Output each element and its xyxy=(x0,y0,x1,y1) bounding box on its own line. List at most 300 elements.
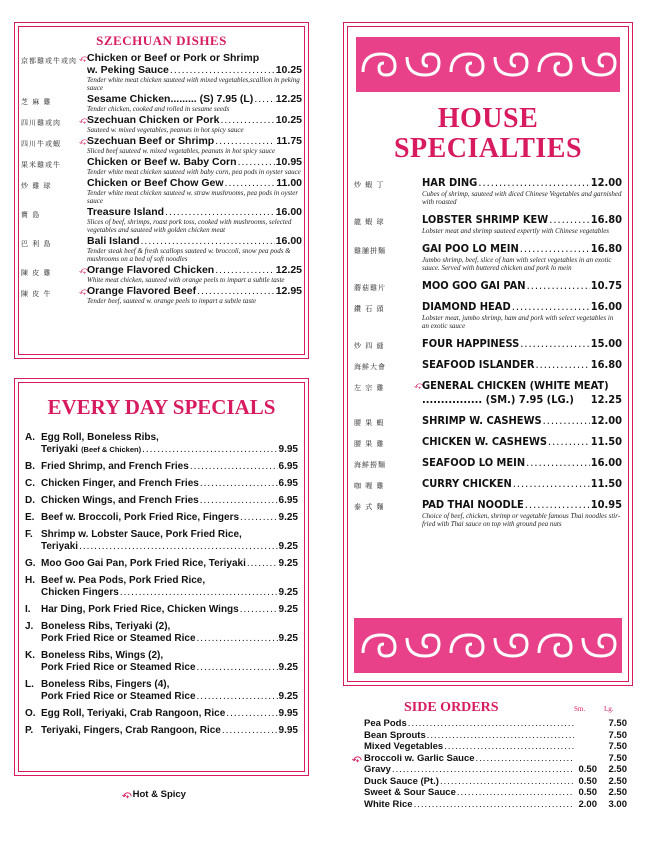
special-letter: O. xyxy=(25,708,36,719)
menu-item xyxy=(354,379,622,407)
chili-pepper-icon: ⤽ xyxy=(352,752,362,763)
special-price: 9.25 xyxy=(278,662,298,673)
menu-item-description: Choice of beef, chicken, shrimp or vegetable famous Thai noodles stir-fried with Thai sauce on top with ground pea nuts xyxy=(422,512,621,528)
special-line xyxy=(41,558,298,570)
dot-leader xyxy=(512,300,590,314)
dot-leader xyxy=(527,279,590,293)
special-body xyxy=(41,512,298,524)
side-orders-header xyxy=(352,700,627,718)
special-name: Chicken Fingers xyxy=(41,587,119,598)
side-order-small-price: 0.50 xyxy=(578,787,597,798)
special-line xyxy=(41,529,298,541)
dot-leader xyxy=(440,776,574,788)
menu-item-description: Tender steak beef & fresh scallops sauteed w. broccoli, snow pea pods & mushrooms on a bed of soft noodles xyxy=(87,247,291,263)
menu-item-body xyxy=(87,114,302,134)
chinese-name: 四川牛或蝦 xyxy=(21,140,61,148)
dot-leader xyxy=(444,741,574,753)
special-note: (Beef & Chicken) xyxy=(81,445,142,454)
menu-item-body xyxy=(87,52,302,92)
chili-pepper-icon: ⤽ xyxy=(79,115,89,125)
dot-leader xyxy=(197,662,278,674)
chinese-name: 腰 果 蝦 xyxy=(354,419,385,427)
special-body xyxy=(41,432,298,456)
special-name: Boneless Ribs, Wings (2), xyxy=(41,650,164,661)
menu-item-body xyxy=(422,435,622,449)
side-order-small-price: 0.50 xyxy=(578,764,597,775)
dot-leader xyxy=(549,213,590,227)
menu-item-line xyxy=(422,456,622,470)
chinese-name: 芝 麻 雞 xyxy=(21,98,52,106)
special-price: 9.95 xyxy=(278,708,298,719)
special-letter: H. xyxy=(25,575,35,586)
menu-item-line xyxy=(422,176,622,190)
special-name: Shrimp w. Lobster Sauce, Pork Fried Rice, xyxy=(41,529,242,540)
special-item xyxy=(25,495,298,507)
house-title-line1: HOUSE xyxy=(437,103,539,134)
menu-item-line xyxy=(87,264,302,276)
special-item xyxy=(25,558,298,570)
side-order-large-price: 2.50 xyxy=(608,787,627,798)
menu-item-line xyxy=(87,285,302,297)
spacer xyxy=(414,300,422,301)
decorative-scroll-bottom xyxy=(354,618,622,673)
special-letter: F. xyxy=(25,529,33,540)
menu-item-price: 11.50 xyxy=(590,435,622,448)
dot-leader xyxy=(240,512,278,524)
special-item xyxy=(25,461,298,473)
chinese-name: 海鮮撈麵 xyxy=(354,461,386,469)
menu-item xyxy=(354,176,622,206)
side-order-large-price: 7.50 xyxy=(608,729,627,741)
special-body xyxy=(41,478,298,490)
menu-item-name: SEAFOOD LO MEIN xyxy=(422,456,526,469)
special-line xyxy=(41,512,298,524)
menu-item-description: White meat chicken, sauteed with orange peels to impart a subtle taste xyxy=(87,276,285,284)
dot-leader xyxy=(513,477,590,491)
menu-item-body xyxy=(422,358,622,372)
menu-item-name: CURRY CHICKEN xyxy=(422,477,512,490)
menu-item-price: 10.25 xyxy=(275,64,302,76)
menu-item-body xyxy=(87,235,302,263)
menu-item-line xyxy=(422,337,622,351)
chili-pepper-icon: ⤽ xyxy=(79,136,89,146)
special-name: Har Ding, Pork Fried Rice, Chicken Wings xyxy=(41,604,239,615)
chinese-name: 炒 四 縫 xyxy=(354,342,385,350)
chinese-name: 龍 蝦 球 xyxy=(354,218,385,226)
menu-item-price: 16.80 xyxy=(590,358,622,371)
side-order-name: Sweet & Sour Sauce xyxy=(364,787,456,798)
menu-item-body xyxy=(422,414,622,428)
menu-item-line xyxy=(422,477,622,491)
menu-item xyxy=(21,177,302,205)
special-letter: J. xyxy=(25,621,34,632)
dot-leader xyxy=(548,435,590,449)
special-line xyxy=(41,691,298,703)
menu-item-line xyxy=(422,279,622,293)
special-name: Egg Roll, Boneless Ribs, xyxy=(41,432,159,443)
menu-item-name: Szechuan Beef or Shrimp xyxy=(87,135,215,147)
menu-item-line xyxy=(87,135,302,147)
side-order-row xyxy=(352,730,627,742)
menu-item xyxy=(354,456,622,470)
special-name: Boneless Ribs, Teriyaki (2), xyxy=(41,621,171,632)
special-body xyxy=(41,708,298,720)
dot-leader xyxy=(457,787,574,799)
special-name: Teriyaki, Fingers, Crab Rangoon, Rice xyxy=(41,725,221,736)
special-price: 9.25 xyxy=(278,558,298,569)
menu-item-name: SHRIMP W. CASHEWS xyxy=(422,414,542,427)
chinese-name: 寶 島 xyxy=(21,211,41,219)
menu-item-line xyxy=(87,206,302,218)
special-price: 9.25 xyxy=(278,541,298,552)
chinese-name: 陳 皮 雞 xyxy=(21,269,52,277)
menu-item-line xyxy=(422,213,622,227)
menu-item-name: HAR DING xyxy=(422,176,478,189)
special-item xyxy=(25,529,298,553)
menu-item xyxy=(21,135,302,155)
special-name: Egg Roll, Teriyaki, Crab Rangoon, Rice xyxy=(41,708,226,719)
spacer xyxy=(414,337,422,338)
menu-item-name: Chicken or Beef w. Baby Corn xyxy=(87,156,237,168)
menu-item-price: 11.00 xyxy=(276,177,302,189)
special-name: Chicken Wings, and French Fries xyxy=(41,495,199,506)
menu-item-body xyxy=(422,242,622,272)
decorative-scroll-top xyxy=(356,37,620,92)
menu-item-line xyxy=(87,156,302,168)
dot-leader xyxy=(170,64,275,76)
menu-item-body xyxy=(422,456,622,470)
dot-leader xyxy=(200,495,278,507)
side-orders-col-large: Lg. xyxy=(604,705,614,713)
chili-pepper-icon: ⤽ xyxy=(79,286,89,296)
menu-item-name: MOO GOO GAI PAN xyxy=(422,279,526,292)
special-letter: D. xyxy=(25,495,35,506)
spicy-legend-label: Hot & Spicy xyxy=(132,789,186,800)
menu-item-line xyxy=(87,93,302,105)
menu-item-body xyxy=(422,213,622,235)
special-letter: I. xyxy=(25,604,31,615)
special-line xyxy=(41,621,298,633)
special-letter: C. xyxy=(25,478,35,489)
side-order-name: Pea Pods xyxy=(364,718,407,729)
menu-item xyxy=(21,206,302,234)
special-price: 9.25 xyxy=(278,691,298,702)
dot-leader xyxy=(408,718,574,730)
chinese-name: 泰 式 麵 xyxy=(354,503,385,511)
special-name: Pork Fried Rice or Steamed Rice xyxy=(41,691,196,702)
special-line xyxy=(41,662,298,674)
special-price: 9.25 xyxy=(278,587,298,598)
menu-item-name: PAD THAI NOODLE xyxy=(422,498,524,511)
chinese-name: 果米雞或牛 xyxy=(21,161,61,169)
chili-pepper-icon: ⤽ xyxy=(79,265,89,275)
side-order-large-price: 7.50 xyxy=(608,752,627,764)
menu-item-line xyxy=(87,235,302,247)
menu-item-name: GAI POO LO MEIN xyxy=(422,242,519,255)
spacer xyxy=(414,456,422,457)
menu-item-price: 15.00 xyxy=(590,337,622,350)
menu-item-name: w. Peking Sauce xyxy=(87,64,169,76)
menu-item xyxy=(21,156,302,176)
menu-item-line xyxy=(422,435,622,449)
chinese-name: 京都雞或牛或肉 xyxy=(21,57,77,65)
side-order-row xyxy=(352,741,627,753)
menu-item-price: 12.25 xyxy=(275,93,302,105)
menu-item xyxy=(21,235,302,263)
chili-pepper-icon: ⤽ xyxy=(414,380,424,390)
menu-item-line xyxy=(422,414,622,428)
chinese-name: 四川雞或肉 xyxy=(21,119,61,127)
spacer xyxy=(414,279,422,280)
menu-item xyxy=(354,242,622,272)
dot-leader xyxy=(79,541,277,553)
spacer xyxy=(79,156,87,157)
dot-leader xyxy=(478,176,589,190)
menu-item-description: Tender white meat chicken sauteed with baby corn, pea pods in oyster sauce xyxy=(87,168,301,176)
special-item xyxy=(25,708,298,720)
special-line xyxy=(41,461,298,473)
menu-item-price: 11.50 xyxy=(590,477,622,490)
szechuan-dishes-box xyxy=(14,22,309,359)
menu-item-body xyxy=(422,498,622,528)
special-price: 6.95 xyxy=(278,495,298,506)
chinese-name: 咖 喱 雞 xyxy=(354,482,385,490)
menu-item xyxy=(354,358,622,372)
menu-item-name: Treasure Island xyxy=(87,206,165,218)
special-letter: K. xyxy=(25,650,35,661)
chili-pepper-icon: ⤽ xyxy=(122,789,132,799)
special-line xyxy=(41,587,298,599)
menu-item-name: Bali Island xyxy=(87,235,140,247)
special-letter: G. xyxy=(25,558,36,569)
special-name: Pork Fried Rice or Steamed Rice xyxy=(41,662,196,673)
dot-leader xyxy=(197,691,278,703)
dot-leader xyxy=(476,753,574,765)
menu-item-name: FOUR HAPPINESS xyxy=(422,337,520,350)
special-letter: A. xyxy=(25,432,35,443)
menu-item-price: 16.00 xyxy=(590,300,622,313)
dot-leader xyxy=(226,708,277,720)
special-line xyxy=(41,725,298,737)
menu-item-body xyxy=(87,135,302,155)
menu-item xyxy=(354,498,622,528)
special-letter: E. xyxy=(25,512,35,523)
menu-item-body xyxy=(422,337,622,351)
special-price: 6.95 xyxy=(278,461,298,472)
menu-item xyxy=(21,93,302,113)
menu-item-price: 12.25 xyxy=(590,393,622,406)
menu-item xyxy=(354,414,622,428)
menu-item-body xyxy=(422,477,622,491)
special-name: Beef w. Pea Pods, Pork Fried Rice, xyxy=(41,575,206,586)
side-order-name: Broccoli w. Garlic Sauce xyxy=(364,752,475,764)
special-price: 6.95 xyxy=(278,478,298,489)
menu-item xyxy=(21,52,302,92)
special-item xyxy=(25,650,298,674)
side-order-name: Bean Sprouts xyxy=(364,729,426,741)
special-item xyxy=(25,621,298,645)
menu-item-name: Chicken or Beef Chow Gew xyxy=(87,177,224,189)
menu-item-body xyxy=(87,156,302,176)
special-body xyxy=(41,461,298,473)
dot-leader xyxy=(240,604,278,616)
menu-item-description: Lobster meat and shrimp sauteed expertly with Chinese vegetables xyxy=(422,227,610,235)
menu-item-line xyxy=(422,300,622,314)
spacer xyxy=(79,235,87,236)
side-order-name: Gravy xyxy=(364,764,391,775)
side-orders-title: SIDE ORDERS xyxy=(404,700,499,715)
chinese-name: 腰 果 雞 xyxy=(354,440,385,448)
menu-item-description: Tender white meat chicken sauteed w. straw mushrooms, pea pods in oyster sauce xyxy=(87,189,299,205)
menu-item xyxy=(21,114,302,134)
house-specialties-box xyxy=(343,22,633,686)
chinese-name: 炒 蝦 丁 xyxy=(354,181,385,189)
dot-leader xyxy=(414,799,574,811)
dot-leader xyxy=(247,558,278,570)
spacer xyxy=(79,206,87,207)
special-body xyxy=(41,650,298,674)
menu-item-price: 16.00 xyxy=(275,206,302,218)
dot-leader xyxy=(200,478,278,490)
menu-item-body xyxy=(87,264,302,284)
side-orders xyxy=(352,700,627,810)
menu-item-name: Orange Flavored Beef xyxy=(87,285,197,297)
special-price: 9.25 xyxy=(278,512,298,523)
menu-item-body xyxy=(422,176,622,206)
menu-item-price: 10.95 xyxy=(590,498,622,511)
special-price: 9.95 xyxy=(278,444,298,455)
side-order-row xyxy=(352,776,627,788)
menu-item-price: 12.25 xyxy=(275,264,302,276)
special-price: 9.25 xyxy=(278,633,298,644)
menu-item-price: 16.80 xyxy=(590,242,622,255)
dot-leader xyxy=(238,156,275,168)
dot-leader xyxy=(520,337,589,351)
special-line xyxy=(41,541,298,553)
special-name: Beef w. Broccoli, Pork Fried Rice, Fingers xyxy=(41,512,240,523)
side-order-small-price: 0.50 xyxy=(578,775,597,787)
menu-item-name: DIAMOND HEAD xyxy=(422,300,511,313)
menu-item-price: 10.75 xyxy=(590,279,622,292)
special-name: Chicken Finger, and French Fries xyxy=(41,478,199,489)
scroll-pattern-icon xyxy=(357,623,619,668)
special-body xyxy=(41,529,298,553)
special-name: Fried Shrimp, and French Fries xyxy=(41,461,189,472)
special-name: Teriyaki xyxy=(41,541,79,552)
dot-leader xyxy=(120,587,278,599)
dot-leader xyxy=(197,633,278,645)
chinese-name: 巴 利 島 xyxy=(21,240,52,248)
special-line xyxy=(41,604,298,616)
special-line xyxy=(41,679,298,691)
menu-item-body xyxy=(422,300,622,330)
special-item xyxy=(25,575,298,599)
menu-item-line xyxy=(87,177,302,189)
dot-leader xyxy=(165,206,275,218)
everyday-specials-box xyxy=(14,378,309,776)
dot-leader xyxy=(526,456,590,470)
menu-item-line xyxy=(87,64,302,76)
special-body xyxy=(41,604,298,616)
special-item xyxy=(25,512,298,524)
menu-item-line xyxy=(422,498,622,512)
dot-leader xyxy=(254,93,274,105)
dot-leader xyxy=(222,725,278,737)
side-order-large-price: 3.00 xyxy=(608,798,627,810)
menu-item-name: Szechuan Chicken or Pork xyxy=(87,114,220,126)
menu-item-name: CHICKEN W. CASHEWS xyxy=(422,435,548,448)
menu-item-description: Cubes of shrimp, sauteed with diced Chinese Vegetables and garnished with roasted xyxy=(422,190,622,206)
special-line xyxy=(41,633,298,645)
chinese-name: 炒 雞 球 xyxy=(21,182,52,190)
menu-item-body xyxy=(422,379,622,407)
special-item xyxy=(25,679,298,703)
special-name: Pork Fried Rice or Steamed Rice xyxy=(41,633,196,644)
special-body xyxy=(41,725,298,737)
side-order-large-price: 7.50 xyxy=(608,718,627,729)
special-item xyxy=(25,604,298,616)
side-order-row xyxy=(352,787,627,799)
dot-leader xyxy=(543,414,590,428)
special-line xyxy=(41,708,298,720)
szechuan-title: SZECHUAN DISHES xyxy=(96,33,227,48)
special-letter: B. xyxy=(25,461,35,472)
spacer xyxy=(414,242,422,243)
special-item xyxy=(25,432,298,456)
menu-item-name: SEAFOOD ISLANDER xyxy=(422,358,535,371)
menu-item xyxy=(354,300,622,330)
menu-item-line xyxy=(422,358,622,372)
menu-item xyxy=(21,264,302,284)
spicy-legend xyxy=(122,788,186,800)
menu-item-line xyxy=(422,379,622,393)
menu-item-name: GENERAL CHICKEN (WHITE MEAT) xyxy=(422,379,609,392)
dot-leader xyxy=(141,235,275,247)
dot-leader xyxy=(215,135,275,147)
dot-leader xyxy=(427,730,574,742)
spacer xyxy=(79,93,87,94)
special-line xyxy=(41,432,298,444)
special-line xyxy=(41,650,298,662)
menu-item-name: ................ (SM.) 7.95 (LG.) xyxy=(422,393,574,406)
menu-item-line xyxy=(87,114,302,126)
menu-item-description: Tender beef, sauteed w. orange peels to impart a subtle taste xyxy=(87,297,257,305)
side-order-large-price: 2.50 xyxy=(608,775,627,787)
spacer xyxy=(414,176,422,177)
chinese-name: 海鮮大會 xyxy=(354,363,386,371)
side-order-small-price: 2.00 xyxy=(578,798,597,810)
menu-item-body xyxy=(87,285,302,305)
dot-leader xyxy=(520,242,590,256)
menu-item-body xyxy=(422,279,622,293)
menu-item-body xyxy=(87,177,302,205)
menu-item-price: 16.00 xyxy=(275,235,302,247)
special-item xyxy=(25,478,298,490)
special-name: Moo Goo Gai Pan, Pork Fried Rice, Teriyaki xyxy=(41,558,246,569)
menu-item-line xyxy=(422,393,622,407)
special-body xyxy=(41,621,298,645)
dot-leader xyxy=(190,461,278,473)
spacer xyxy=(414,477,422,478)
special-body xyxy=(41,575,298,599)
menu-item-price: 12.00 xyxy=(590,176,622,189)
side-order-large-price: 7.50 xyxy=(608,741,627,752)
special-body xyxy=(41,558,298,570)
special-body xyxy=(41,679,298,703)
chinese-name: 蘑菇雞片 xyxy=(354,284,386,292)
menu-item-description: Sliced beef sauteed w. mixed vegetables, peanuts in hot spicy sauce xyxy=(87,147,276,155)
menu-item xyxy=(21,285,302,305)
